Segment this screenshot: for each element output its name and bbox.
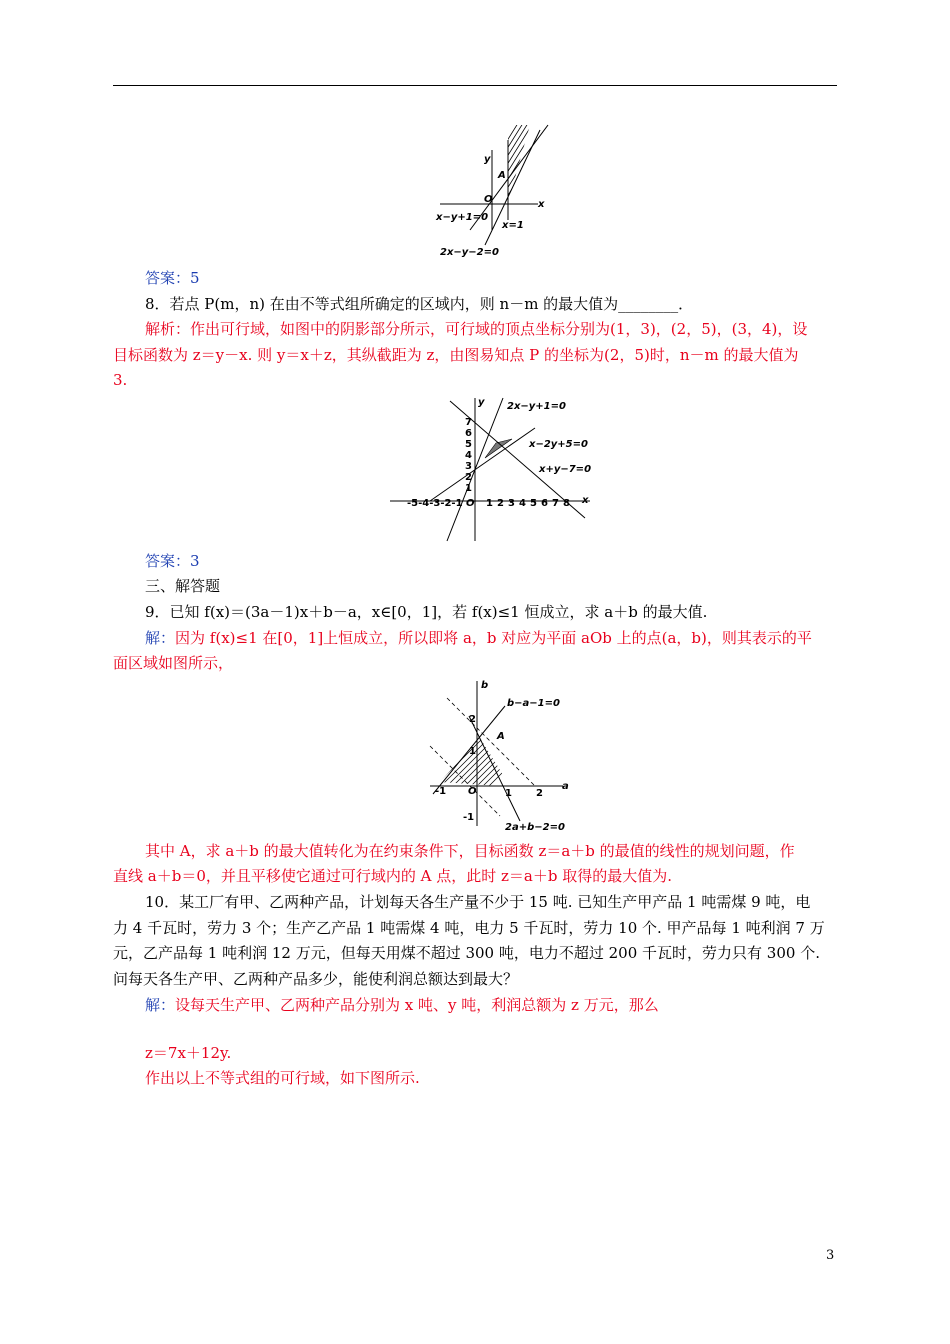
fig2-xtick: 7 [552, 498, 559, 509]
figure-2-graph [385, 393, 600, 543]
fig3-xtick: -1 [435, 786, 447, 797]
fig2-y-label: y [478, 397, 485, 408]
fig2-origin: O [466, 498, 475, 509]
page-number: 3 [826, 1248, 835, 1263]
fig3-xtick: 2 [536, 788, 543, 799]
fig3-ytick: -1 [463, 812, 475, 823]
solution-10-line1 [113, 992, 869, 1018]
question-10-line1: 10．某工厂有甲、乙两种产品，计划每天各生产量不少于 15 吨. 已知生产甲产品 1 吨需煤 9 吨，电 [145, 893, 811, 911]
solution-10-label: 解： [145, 996, 176, 1014]
question-8: 8．若点 P(m，n) 在由不等式组所确定的区域内，则 n－m 的最大值为________． [145, 295, 694, 313]
fig3-line2-label: 2a+b−2=0 [505, 822, 565, 833]
fig2-ytick: 5 [465, 439, 472, 450]
solution-8-line3: 3. [113, 371, 128, 389]
fig2-xtick: 8 [563, 498, 570, 509]
fig3-ytick: 1 [469, 746, 476, 757]
solution-10-line2: z＝7x＋12y. [145, 1044, 232, 1062]
fig1-line1-label: x−y+1=0 [436, 212, 489, 223]
fig2-xtick: 6 [541, 498, 548, 509]
figure-1-graph [430, 120, 550, 260]
solution-9-label: 解： [145, 629, 176, 647]
fig3-point-A: A [497, 731, 505, 742]
question-9: 9．已知 f(x)＝(3a－1)x＋b－a，x∈[0，1]，若 f(x)≤1 恒成立，求 a＋b 的最大值. [145, 603, 708, 621]
fig3-ytick: 2 [469, 714, 476, 725]
solution-10-line3: 作出以上不等式组的可行域，如下图所示. [145, 1069, 420, 1087]
solution-9-line3: 其中 A，求 a＋b 的最大值转化为在约束条件下，目标函数 z＝a＋b 的最值的线性的规划问题，作 [145, 842, 795, 860]
solution-8-line2: 目标函数为 z＝y－x. 则 y＝x＋z，其纵截距为 z，由图易知点 P 的坐标为(2，5)时，n－m 的最大值为 [113, 346, 799, 364]
question-10-line2: 力 4 千瓦时，劳力 3 个；生产乙产品 1 吨需煤 4 吨，电力 5 千瓦时，劳力 10 个. 甲产品每 1 吨利润 7 万 [113, 919, 825, 937]
solution-10-text: 设每天生产甲、乙两种产品分别为 x 吨、y 吨，利润总额为 z 万元，那么 [175, 996, 659, 1014]
solution-9-line1 [113, 625, 869, 651]
fig2-ytick: 2 [465, 472, 472, 483]
answer-7: 答案：5 [145, 269, 200, 287]
fig1-y-label: y [484, 154, 491, 165]
fig3-origin: O [468, 786, 477, 797]
question-10-line3: 元，乙产品每 1 吨利润 12 万元，但每天用煤不超过 300 吨，电力不超过 200 千瓦时，劳力只有 300 个. [113, 944, 820, 962]
fig2-ytick: 3 [465, 461, 472, 472]
fig2-xtick: 3 [508, 498, 515, 509]
fig2-xtick: 1 [486, 498, 493, 509]
fig3-b-label: b [481, 680, 489, 691]
fig2-xtick: 2 [497, 498, 504, 509]
fig2-line2-label: x−2y+5=0 [529, 439, 588, 450]
fig2-ytick: 4 [465, 450, 472, 461]
fig2-xtick: 4 [519, 498, 526, 509]
fig1-x-label: x [538, 199, 545, 210]
answer-8: 答案：3 [145, 552, 200, 570]
question-10-line4: 问每天各生产甲、乙两种产品多少，能使利润总额达到最大？ [113, 970, 519, 988]
fig1-line3-label: 2x−y−2=0 [440, 247, 499, 258]
fig2-x-label: x [582, 495, 589, 506]
fig2-line3-label: x+y−7=0 [539, 464, 592, 475]
fig3-xtick: 1 [505, 788, 512, 799]
fig2-ytick: 6 [465, 428, 472, 439]
fig1-point-A: A [498, 170, 506, 181]
fig3-line1-label: b−a−1=0 [507, 698, 560, 709]
fig2-xticks-negative: -5-4-3-2-1 [407, 498, 463, 509]
solution-9-line2: 面区域如图所示， [113, 654, 234, 672]
fig2-xtick: 5 [530, 498, 537, 509]
figure-3-graph [425, 676, 575, 836]
fig1-line2-label: x=1 [502, 220, 524, 231]
solution-9-text: 因为 f(x)≤1 在[0，1]上恒成立，所以即将 a，b 对应为平面 aOb 上的点(a，b)，则其表示的平 [175, 629, 812, 647]
fig3-a-label: a [562, 781, 569, 792]
solution-8-line1: 解析：作出可行域，如图中的阴影部分所示，可行域的顶点坐标分别为(1，3)，(2，5)，(3，4)，设 [145, 320, 808, 338]
fig2-ytick: 7 [465, 417, 472, 428]
fig2-ytick: 1 [465, 483, 472, 494]
fig2-line1-label: 2x−y+1=0 [507, 401, 566, 412]
header-rule [113, 85, 837, 86]
section-3-heading: 三、解答题 [145, 577, 221, 595]
fig1-origin: O [484, 194, 493, 205]
solution-9-line4: 直线 a＋b＝0，并且平移使它通过可行域内的 A 点，此时 z＝a＋b 取得的最大值为. [113, 867, 672, 885]
